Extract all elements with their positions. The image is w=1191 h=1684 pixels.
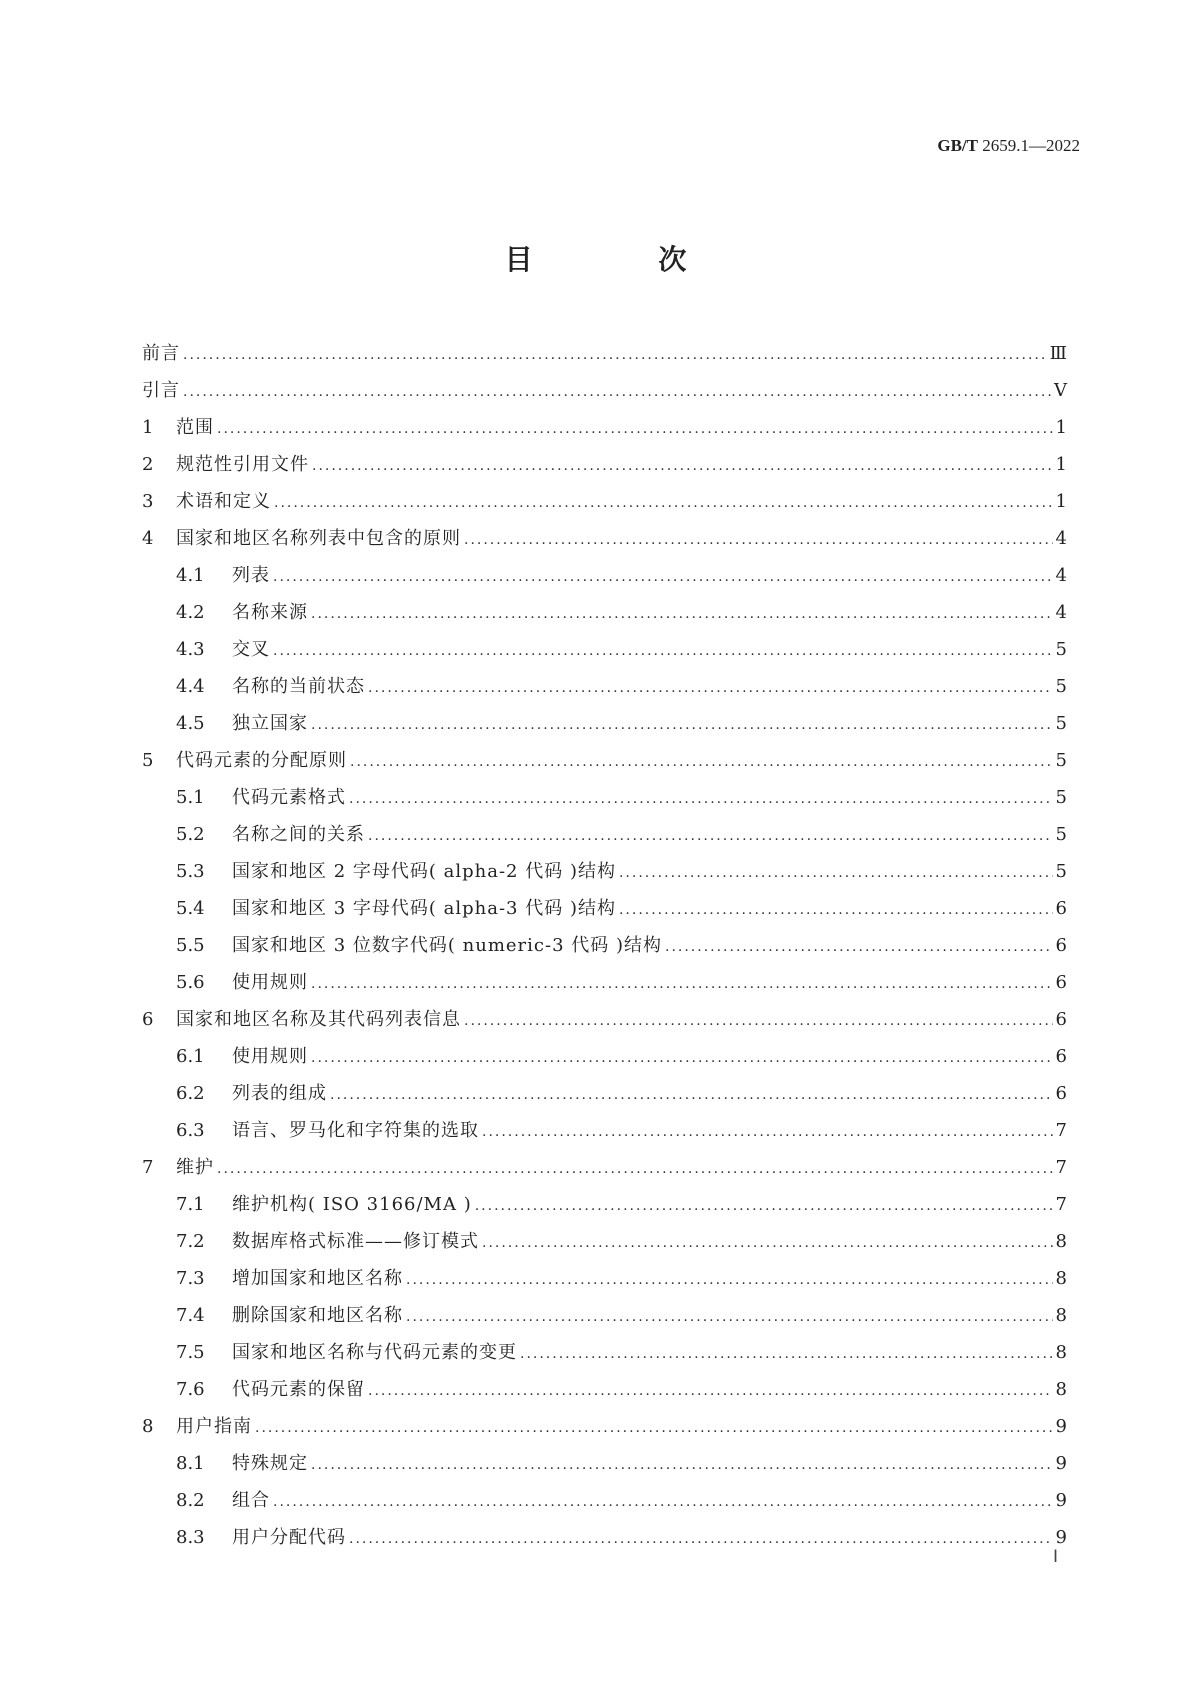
toc-entry-label: 国家和地区 3 字母代码( alpha-3 代码 )结构 — [232, 898, 616, 919]
toc-entry-label: 组合 — [232, 1490, 270, 1511]
toc-entry-label: 用户指南 — [176, 1416, 252, 1437]
toc-entry-label: 代码元素的分配原则 — [176, 750, 347, 771]
toc-entry-page: 7 — [1055, 1194, 1067, 1215]
toc-entry[interactable] — [142, 779, 1067, 816]
toc-dot-leader — [217, 411, 1053, 448]
toc-entry-page: 6 — [1055, 972, 1067, 993]
toc-entry-number: 4.4 — [176, 676, 205, 697]
toc-entry-page: 5 — [1055, 750, 1067, 771]
toc-entry-number: 6.1 — [176, 1046, 205, 1067]
toc-dot-leader — [482, 1225, 1053, 1262]
toc-entry[interactable] — [142, 446, 1067, 483]
toc-dot-leader — [312, 448, 1053, 485]
toc-entry-number: 6.3 — [176, 1120, 205, 1141]
toc-entry[interactable] — [142, 668, 1067, 705]
toc-entry[interactable] — [142, 1445, 1067, 1482]
toc-entry-page: 8 — [1055, 1379, 1067, 1400]
toc-entry-page: 5 — [1055, 824, 1067, 845]
toc-entry-label: 交叉 — [232, 639, 270, 660]
toc-dot-leader — [368, 1373, 1053, 1410]
toc-dot-leader — [464, 522, 1053, 559]
toc-entry-page: 4 — [1055, 565, 1067, 586]
toc-entry-label: 代码元素格式 — [232, 787, 346, 808]
toc-entry-label: 国家和地区名称与代码元素的变更 — [232, 1342, 517, 1363]
toc-entry-page: 6 — [1055, 1009, 1067, 1030]
toc-entry[interactable] — [142, 705, 1067, 742]
toc-entry-label: 术语和定义 — [176, 491, 271, 512]
toc-entry-number: 7.3 — [176, 1268, 205, 1289]
toc-dot-leader — [406, 1299, 1053, 1336]
toc-entry[interactable] — [142, 557, 1067, 594]
toc-entry-page: 4 — [1055, 528, 1067, 549]
toc-entry-page: 5 — [1055, 787, 1067, 808]
toc-entry-page: 4 — [1055, 602, 1067, 623]
toc-entry-number: 4.5 — [176, 713, 205, 734]
toc-entry-page: 6 — [1055, 1083, 1067, 1104]
toc-dot-leader — [273, 559, 1053, 596]
toc-entry-number: 5.4 — [176, 898, 205, 919]
toc-entry-label: 用户分配代码 — [232, 1527, 346, 1548]
toc-entry-label: 维护机构( ISO 3166/MA ) — [232, 1194, 472, 1215]
toc-entry-label: 删除国家和地区名称 — [232, 1305, 403, 1326]
toc-dot-leader — [619, 892, 1053, 929]
toc-entry-label: 特殊规定 — [232, 1453, 308, 1474]
toc-entry[interactable] — [142, 890, 1067, 927]
toc-entry[interactable] — [142, 483, 1067, 520]
toc-entry[interactable] — [142, 927, 1067, 964]
toc-entry-label: 代码元素的保留 — [232, 1379, 365, 1400]
toc-entry-page: 6 — [1055, 1046, 1067, 1067]
toc-entry-label: 国家和地区名称列表中包含的原则 — [176, 528, 461, 549]
toc-entry[interactable] — [142, 594, 1067, 631]
toc-dot-leader — [368, 670, 1053, 707]
toc-dot-leader — [273, 1484, 1053, 1521]
toc-entry-page: 1 — [1055, 417, 1067, 438]
toc-entry-number: 7.6 — [176, 1379, 205, 1400]
toc-entry[interactable] — [142, 1149, 1067, 1186]
toc-entry-label: 列表 — [232, 565, 270, 586]
toc-entry-page: 5 — [1055, 639, 1067, 660]
toc-entry-page: 9 — [1055, 1490, 1067, 1511]
toc-entry-number: 7.2 — [176, 1231, 205, 1252]
toc-entry-number: 7.5 — [176, 1342, 205, 1363]
toc-dot-leader — [273, 633, 1053, 670]
toc-entry-number: 5.2 — [176, 824, 205, 845]
toc-entry-label: 国家和地区名称及其代码列表信息 — [176, 1009, 461, 1030]
toc-dot-leader — [482, 1114, 1053, 1151]
toc-entry-page: 7 — [1055, 1120, 1067, 1141]
toc-entry-number: 8 — [142, 1416, 154, 1437]
toc-entry-label: 名称的当前状态 — [232, 676, 365, 697]
toc-entry[interactable] — [142, 1408, 1067, 1445]
toc-entry[interactable] — [142, 1001, 1067, 1038]
toc-entry-number: 7.4 — [176, 1305, 205, 1326]
toc-entry-number: 6.2 — [176, 1083, 205, 1104]
toc-entry-number: 8.3 — [176, 1527, 205, 1548]
toc-entry-page: Ⅴ — [1054, 380, 1067, 401]
toc-entry[interactable] — [142, 409, 1067, 446]
toc-entry-page: 9 — [1055, 1527, 1067, 1548]
toc-entry[interactable] — [142, 1112, 1067, 1149]
toc-dot-leader — [368, 818, 1053, 855]
toc-entry[interactable] — [142, 1371, 1067, 1408]
toc-dot-leader — [183, 337, 1047, 374]
toc-entry-page: 5 — [1055, 861, 1067, 882]
toc-entry-label: 名称来源 — [232, 602, 308, 623]
toc-entry-label: 使用规则 — [232, 1046, 308, 1067]
toc-entry-label: 数据库格式标准——修订模式 — [232, 1231, 479, 1252]
toc-entry-number: 4.1 — [176, 565, 205, 586]
toc-entry-number: 7.1 — [176, 1194, 205, 1215]
toc-entry-page: 8 — [1055, 1268, 1067, 1289]
toc-entry[interactable] — [142, 853, 1067, 890]
toc-entry-page: 8 — [1055, 1342, 1067, 1363]
toc-entry-number: 3 — [142, 491, 154, 512]
toc-entry-page: 5 — [1055, 713, 1067, 734]
toc-entry-label: 独立国家 — [232, 713, 308, 734]
toc-dot-leader — [311, 1447, 1053, 1484]
toc-dot-leader — [274, 485, 1053, 522]
toc-entry[interactable] — [142, 1223, 1067, 1260]
toc-entry[interactable] — [142, 1186, 1067, 1223]
toc-dot-leader — [349, 1521, 1053, 1558]
toc-entry-number: 7 — [142, 1157, 154, 1178]
toc-entry-page: 1 — [1055, 491, 1067, 512]
toc-entry-label: 名称之间的关系 — [232, 824, 365, 845]
toc-dot-leader — [475, 1188, 1053, 1225]
toc-entry-number: 5.3 — [176, 861, 205, 882]
toc-dot-leader — [311, 596, 1053, 633]
toc-dot-leader — [311, 966, 1053, 1003]
toc-entry[interactable] — [142, 335, 1067, 372]
toc-entry-label: 列表的组成 — [232, 1083, 327, 1104]
toc-entry[interactable] — [142, 1260, 1067, 1297]
toc-entry-number: 5.5 — [176, 935, 205, 956]
toc-entry[interactable] — [142, 964, 1067, 1001]
toc-entry-label: 前言 — [142, 343, 180, 364]
toc-dot-leader — [217, 1151, 1053, 1188]
toc-dot-leader — [406, 1262, 1053, 1299]
toc-entry-page: 1 — [1055, 454, 1067, 475]
toc-dot-leader — [349, 781, 1053, 818]
toc-entry-label: 国家和地区 3 位数字代码( numeric-3 代码 )结构 — [232, 935, 662, 956]
toc-entry-label: 维护 — [176, 1157, 214, 1178]
toc-entry-page: 8 — [1055, 1305, 1067, 1326]
toc-entry[interactable] — [142, 1334, 1067, 1371]
toc-dot-leader — [464, 1003, 1053, 1040]
standard-code-number: 2659.1—2022 — [982, 136, 1080, 155]
toc-entry-number: 8.2 — [176, 1490, 205, 1511]
standard-code — [937, 136, 1080, 156]
toc-entry-label: 增加国家和地区名称 — [232, 1268, 403, 1289]
toc-dot-leader — [350, 744, 1053, 781]
toc-entry-number: 8.1 — [176, 1453, 205, 1474]
toc-entry-page: 6 — [1055, 935, 1067, 956]
toc-entry-number: 1 — [142, 417, 154, 438]
toc-dot-leader — [619, 855, 1053, 892]
toc-entry[interactable] — [142, 520, 1067, 557]
toc-entry-label: 使用规则 — [232, 972, 308, 993]
toc-entry[interactable] — [142, 1519, 1067, 1556]
toc-entry-page: 7 — [1055, 1157, 1067, 1178]
toc-entry[interactable] — [142, 1075, 1067, 1112]
toc-entry-page: 5 — [1055, 676, 1067, 697]
toc-entry-label: 语言、罗马化和字符集的选取 — [232, 1120, 479, 1141]
toc-dot-leader — [311, 1040, 1053, 1077]
toc-entry[interactable] — [142, 372, 1067, 409]
toc-entry-number: 4.2 — [176, 602, 205, 623]
toc-entry-page: Ⅲ — [1049, 343, 1067, 364]
toc-entry-label: 范围 — [176, 417, 214, 438]
toc-entry-number: 4 — [142, 528, 154, 549]
toc-entry-number: 4.3 — [176, 639, 205, 660]
toc-dot-leader — [330, 1077, 1053, 1114]
toc-entry-number: 6 — [142, 1009, 154, 1030]
toc-entry-page: 6 — [1055, 898, 1067, 919]
toc-entry-label: 引言 — [142, 380, 180, 401]
toc-entry[interactable] — [142, 1038, 1067, 1075]
toc-entry-number: 5.6 — [176, 972, 205, 993]
toc-entry-number: 5.1 — [176, 787, 205, 808]
toc-entry-page: 9 — [1055, 1453, 1067, 1474]
toc-entry[interactable] — [142, 1297, 1067, 1334]
toc-dot-leader — [311, 707, 1053, 744]
toc-dot-leader — [255, 1410, 1053, 1447]
toc-entry-label: 国家和地区 2 字母代码( alpha-2 代码 )结构 — [232, 861, 616, 882]
standard-code-prefix: GB/T — [937, 136, 978, 155]
toc-dot-leader — [520, 1336, 1053, 1373]
toc-entry-number: 5 — [142, 750, 154, 771]
toc-entry-page: 9 — [1055, 1416, 1067, 1437]
toc-entry-page: 8 — [1055, 1231, 1067, 1252]
table-of-contents — [142, 335, 1067, 1556]
toc-entry[interactable] — [142, 1482, 1067, 1519]
page-number: Ⅰ — [1052, 1547, 1058, 1566]
toc-entry-number: 2 — [142, 454, 154, 475]
toc-dot-leader — [665, 929, 1053, 966]
page-title: 目 次 — [504, 243, 745, 276]
toc-entry-label: 规范性引用文件 — [176, 454, 309, 475]
toc-dot-leader — [183, 374, 1051, 411]
toc-entry[interactable] — [142, 742, 1067, 779]
toc-entry[interactable] — [142, 631, 1067, 668]
toc-entry[interactable] — [142, 816, 1067, 853]
